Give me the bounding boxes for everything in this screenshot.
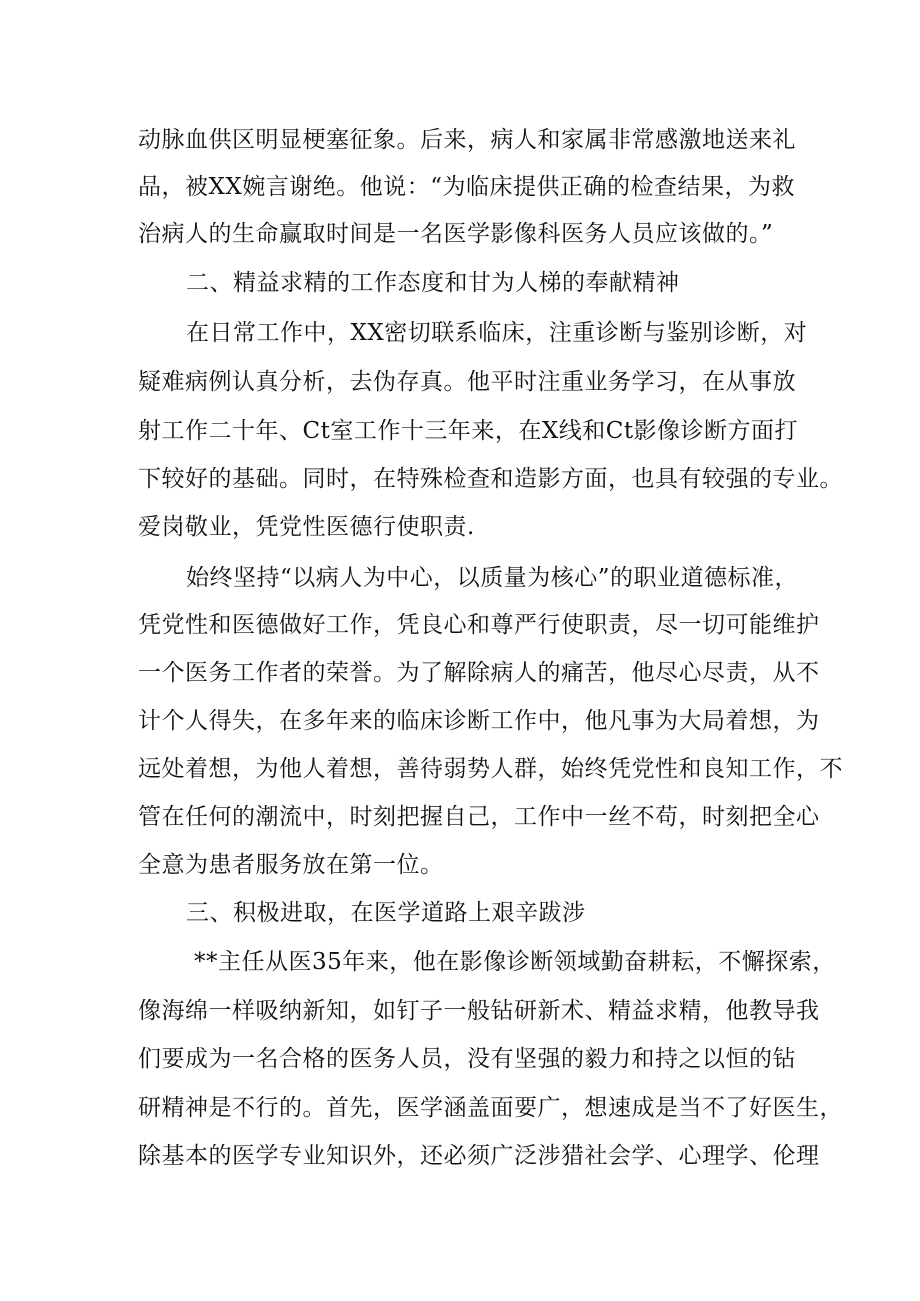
text-line: 爱岗敬业，凭党性医德行使职责.	[138, 514, 475, 540]
text-line: 射工作二十年、Ct室工作十三年来，在X线和Ct影像诊断方面打	[138, 418, 799, 444]
text-line: 像海绵一样吸纳新知，如钉子一般钻研新术、精益求精，他教导我	[138, 998, 820, 1024]
text-line: 一个医务工作者的荣誉。为了解除病人的痛苦，他尽心尽责，从不	[138, 660, 820, 686]
text-line: 品，被XX婉言谢绝。他说：“为临床提供正确的检查结果，为救	[138, 174, 796, 200]
text-line: 计个人得失，在多年来的临床诊断工作中，他凡事为大局着想，为	[138, 708, 820, 734]
text-line: 动脉血供区明显梗塞征象。后来，病人和家属非常感激地送来礼	[138, 127, 796, 153]
text-line: 研精神是不行的。首先，医学涵盖面要广，想速成是当不了好医生，	[138, 1095, 843, 1121]
text-line: 们要成为一名合格的医务人员，没有坚强的毅力和持之以恒的钻	[138, 1046, 796, 1072]
text-line: 远处着想，为他人着想，善待弱势人群，始终凭党性和良知工作，不	[138, 756, 843, 782]
section-heading: 三、积极进取，在医学道路上艰辛跋涉	[186, 900, 586, 926]
text-line: 治病人的生命赢取时间是一名医学影像科医务人员应该做的。”	[138, 221, 774, 247]
text-line: 在日常工作中，XX密切联系临床，注重诊断与鉴别诊断，对	[186, 320, 808, 346]
text-line: 凭党性和医德做好工作，凭良心和尊严行使职责，尽一切可能维护	[138, 612, 820, 638]
text-line: 疑难病例认真分析，去伪存真。他平时注重业务学习，在从事放	[138, 369, 796, 395]
text-line: 全意为患者服务放在第一位。	[138, 852, 444, 878]
text-line: 下较好的基础。同时，在特殊检查和造影方面，也具有较强的专业。	[138, 466, 843, 492]
text-line: 除基本的医学专业知识外，还必须广泛涉猎社会学、心理学、伦理	[138, 1143, 820, 1169]
section-heading: 二、精益求精的工作态度和甘为人梯的奉献精神	[186, 270, 680, 296]
text-line: 管在任何的潮流中，时刻把握自己，工作中一丝不苟，时刻把全心	[138, 804, 820, 830]
text-line: 始终坚持“以病人为中心，以质量为核心”的职业道德标准，	[186, 565, 799, 591]
text-line: **主任从医35年来，他在影像诊断领域勤奋耕耘，不懈探索，	[194, 949, 836, 975]
